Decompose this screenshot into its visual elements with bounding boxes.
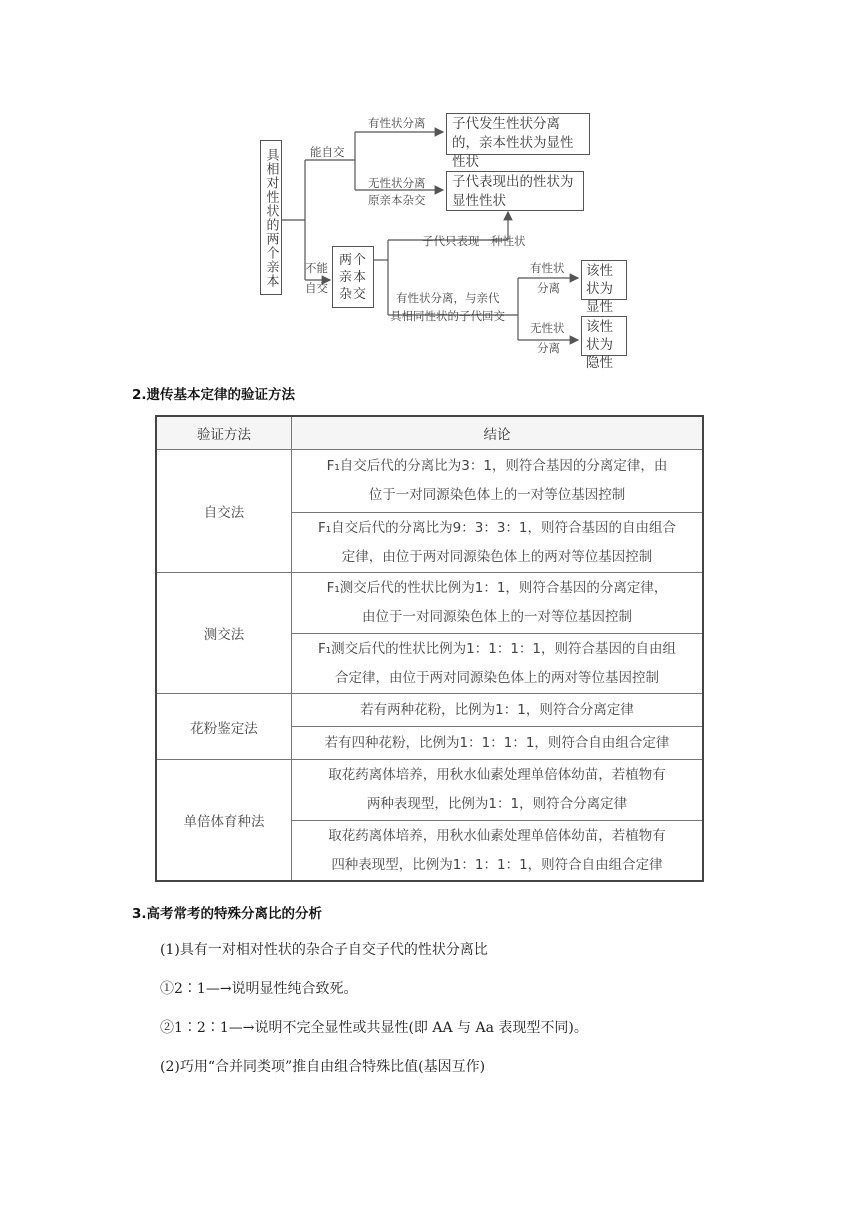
conclusion-line: F₁测交后代的性状比例为1：1，则符合基因的分离定律， [326, 580, 668, 596]
conclusion-cell [292, 694, 704, 727]
conclusion-cell [292, 821, 704, 882]
label-parents-cross: 原亲本杂交 [368, 193, 426, 207]
section-3-heading: 3.高考常考的特殊分离比的分析 [132, 906, 323, 922]
conclusion-line: 定律，由位于两对同源染色体上的两对等位基因控制 [341, 548, 653, 565]
label-cannot-self-2: 自交 [305, 281, 328, 295]
conclusion-cell [292, 573, 704, 634]
label-backcross-2: 具相同性状的子代回交 [390, 309, 505, 323]
parents-cross-box: 两个亲本杂交 [332, 246, 374, 308]
table-header-row [156, 416, 703, 450]
conclusion-line: F₁自交后代的分离比为3：1，则符合基因的分离定律，由 [326, 458, 668, 474]
root-parents-box: 具相对性状的两个亲本 [260, 140, 282, 295]
conclusion-line: F₁测交后代的性状比例为1：1：1：1，则符合基因的自由组 [317, 640, 677, 657]
label-sep-a-1: 有性状 [530, 261, 565, 275]
conclusion-cell [292, 634, 704, 694]
label-nosep-b-1: 无性状 [530, 321, 565, 335]
paragraph-1: (1)具有一对相对性状的杂合子自交子代的性状分离比 [160, 942, 488, 958]
header-conclusion: 结论 [292, 416, 704, 450]
inheritance-flow-diagram [250, 100, 650, 371]
method-cell: 测交法 [156, 573, 292, 694]
conclusion-line: 若有四种花粉，比例为1：1：1：1，则符合自由组合定律 [324, 734, 670, 751]
label-has-separation: 有性状分离 [368, 116, 426, 130]
conclusion-cell [292, 513, 704, 573]
result-recessive-box: 该性状为隐性 [581, 316, 627, 356]
label-nosep-b-2: 分离 [537, 341, 560, 355]
paragraph-4: (2)巧用“合并同类项”推自由组合特殊比值(基因互作) [160, 1059, 486, 1075]
table-row [156, 573, 703, 634]
conclusion-line: 取花药离体培养，用秋水仙素处理单倍体幼苗，若植物有 [328, 767, 666, 783]
conclusion-cell [292, 450, 704, 513]
table-row [156, 760, 703, 821]
paragraph-2: ①2∶1—→说明显性纯合致死。 [160, 981, 358, 997]
method-cell: 花粉鉴定法 [156, 694, 292, 760]
conclusion-line: F₁自交后代的分离比为9：3：3：1，则符合基因的自由组合 [317, 519, 677, 536]
result-shown-trait-box: 子代表现出的性状为显性性状 [446, 171, 584, 211]
verification-methods-table [155, 415, 704, 882]
method-cell: 自交法 [156, 450, 292, 573]
header-method: 验证方法 [156, 416, 292, 450]
label-one-trait: 子代只表现一种性状 [422, 234, 526, 248]
table-row [156, 694, 703, 727]
conclusion-line: 若有两种花粉，比例为1：1，则符合分离定律 [360, 701, 634, 718]
conclusion-line: 由位于一对同源染色体上的一对等位基因控制 [362, 609, 632, 625]
label-no-separation: 无性状分离 [368, 176, 426, 190]
label-sep-a-2: 分离 [537, 281, 560, 295]
conclusion-cell [292, 727, 704, 760]
conclusion-line: 两种表现型，比例为1：1，则符合分离定律 [366, 796, 628, 812]
result-dominant-parent-box: 子代发生性状分离的，亲本性状为显性性状 [446, 113, 590, 155]
label-cannot-self-1: 不能 [305, 261, 328, 275]
label-can-self: 能自交 [310, 145, 345, 159]
conclusion-line: 四种表现型，比例为1：1：1：1，则符合自由组合定律 [331, 856, 663, 873]
conclusion-line: 合定律，由位于两对同源染色体上的两对等位基因控制 [335, 669, 659, 686]
conclusion-line: 位于一对同源染色体上的一对等位基因控制 [368, 487, 626, 503]
method-cell: 单倍体育种法 [156, 760, 292, 882]
table-row [156, 450, 703, 513]
paragraph-3: ②1∶2∶1—→说明不完全显性或共显性(即 AA 与 Aa 表现型不同)。 [160, 1020, 588, 1036]
conclusion-line: 取花药离体培养，用秋水仙素处理单倍体幼苗，若植物有 [328, 827, 666, 844]
result-dominant-box: 该性状为显性 [581, 260, 627, 300]
label-backcross-1: 有性状分离，与亲代 [396, 291, 500, 305]
conclusion-cell [292, 760, 704, 821]
section-2-heading: 2.遗传基本定律的验证方法 [132, 387, 296, 403]
